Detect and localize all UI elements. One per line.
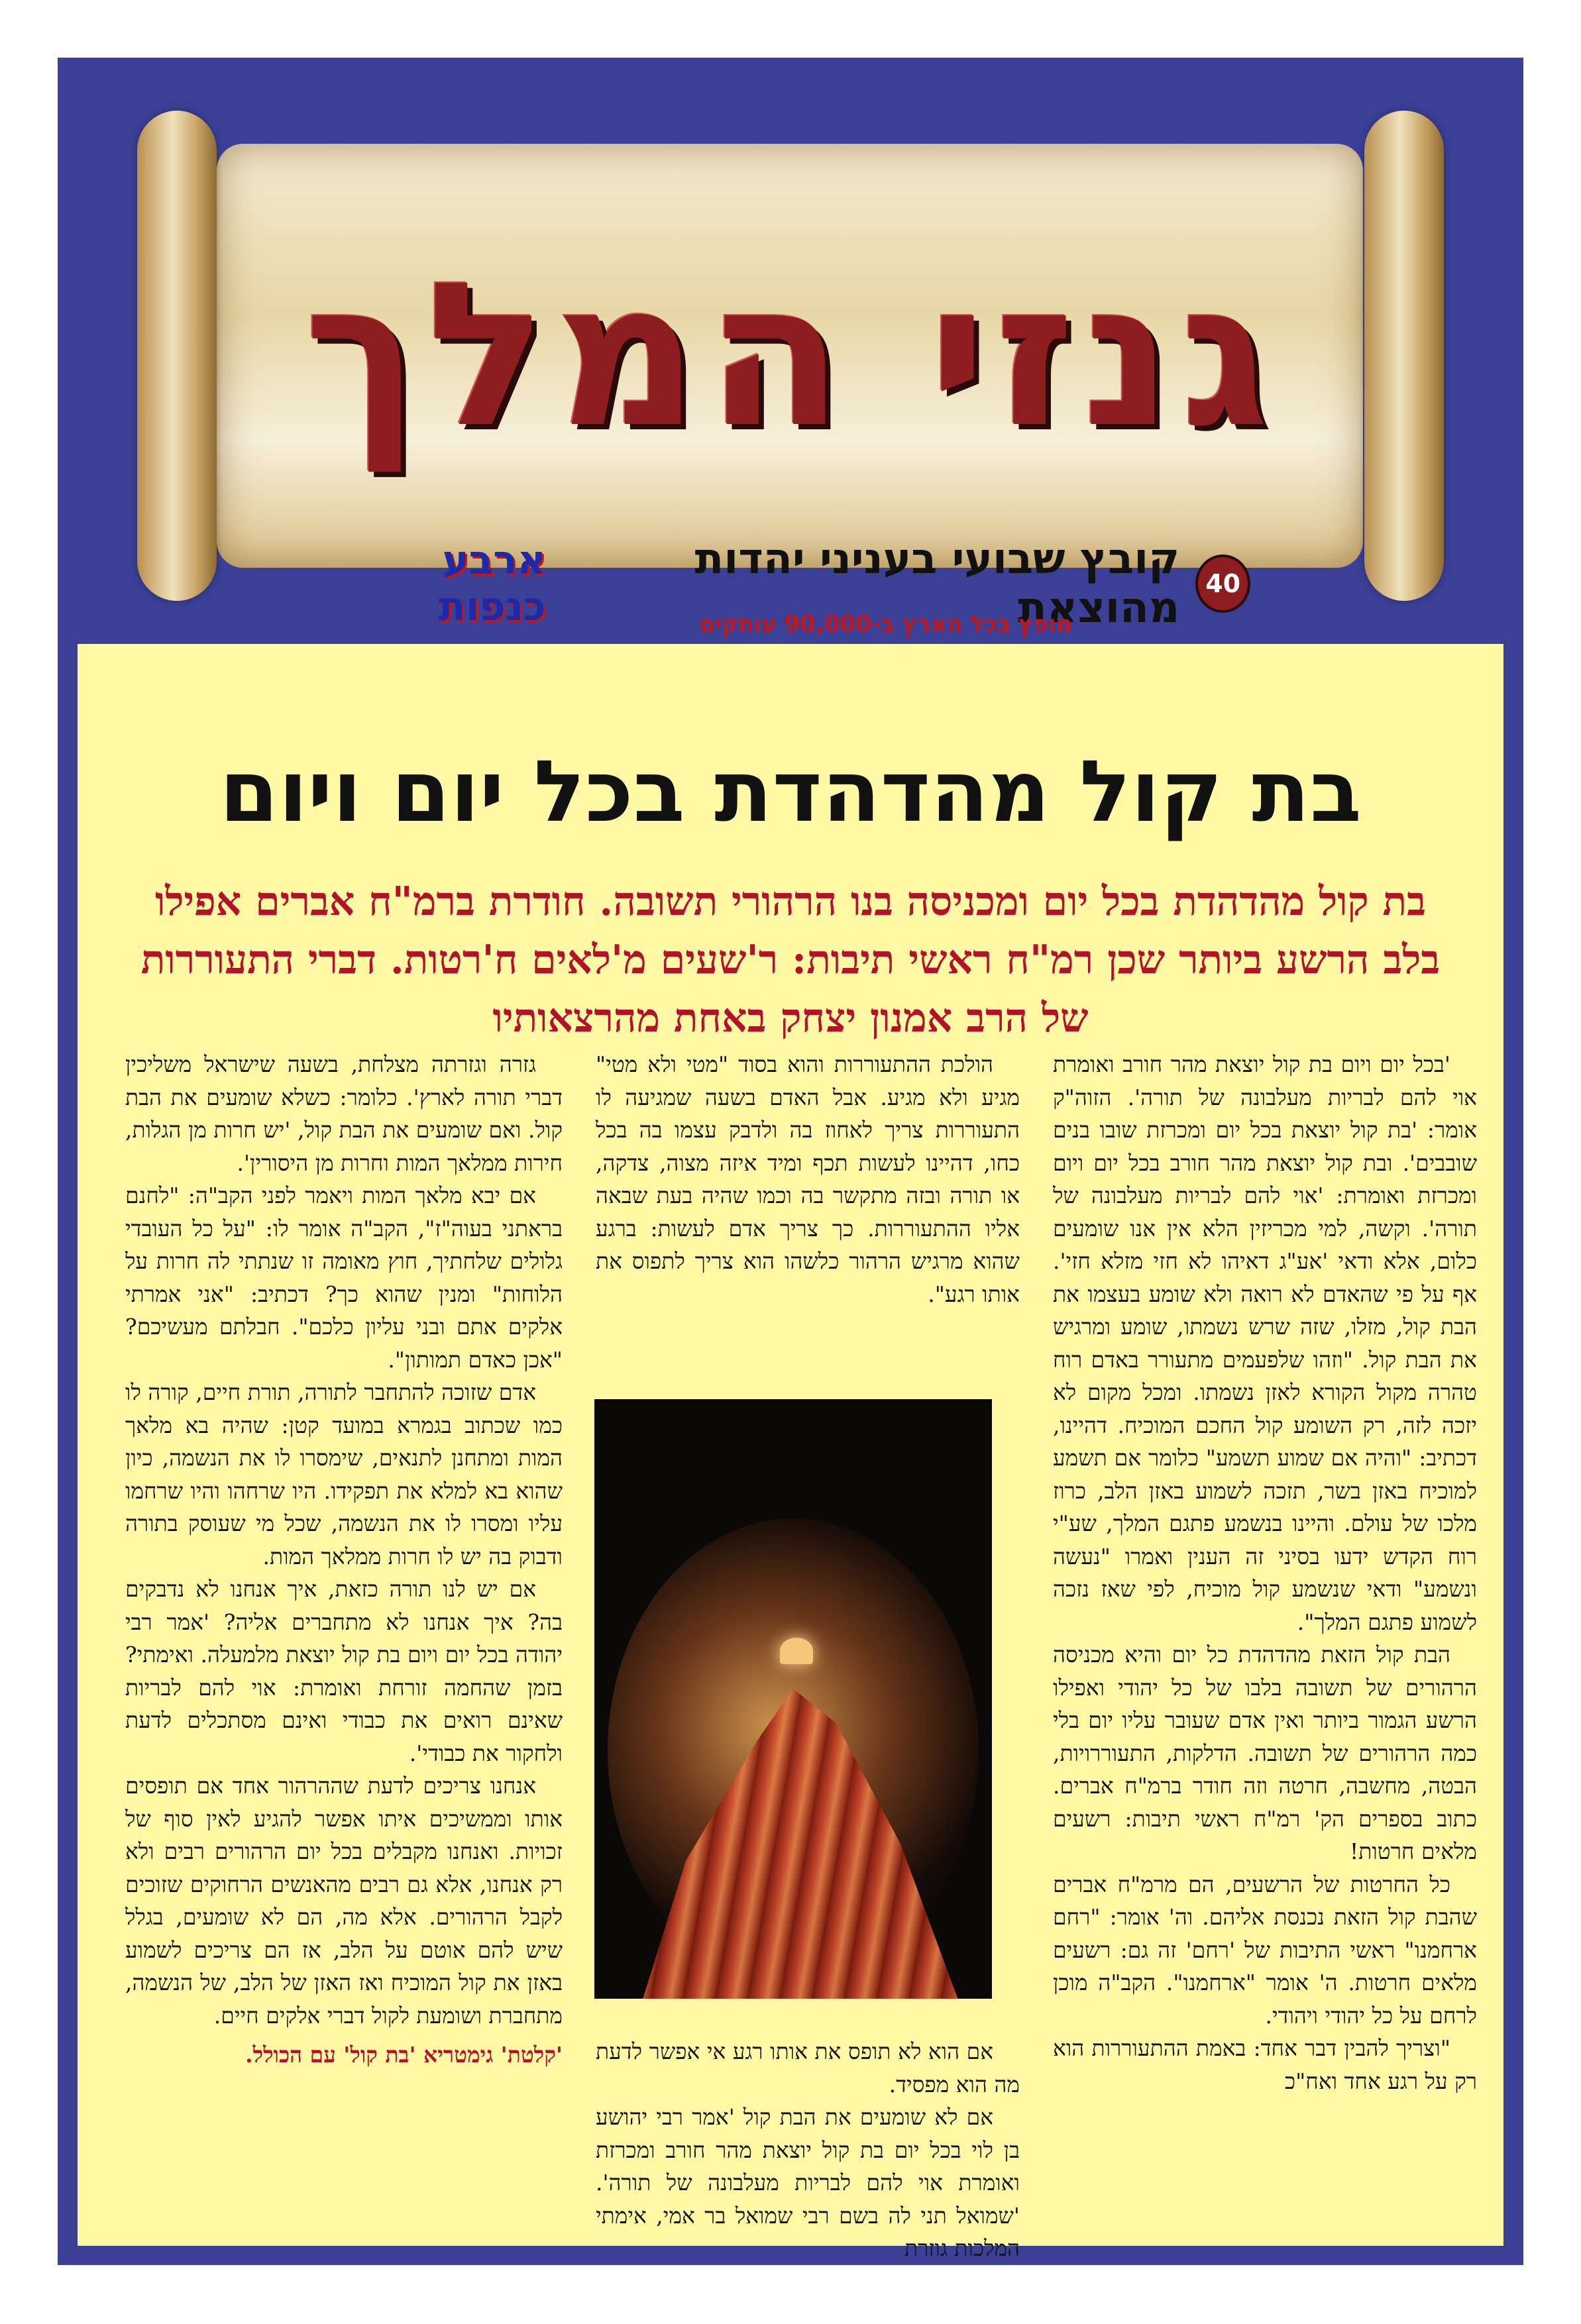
paragraph: הבת קול הזאת מהדהדת כל יום והיא מכניסה הרהורים של תשובה בלבו של כל יהודי ואפילו הרשע הגמור ביותר ואין אדם שעובר עליו יום בלי כמה הרהורים של תשובה. הדלקות, התעוררויות, הבטה, מחשבה, חרטה וזה חודר ברמ"ח אברים. כתוב בספרים הק' רמ"ח ראשי תיבות: רשעים מלאים חרטות!	[1053, 1642, 1477, 1864]
column-middle-top	[596, 1048, 1020, 1419]
photo-crown	[780, 1638, 813, 1664]
masthead-scroll	[124, 97, 1457, 637]
column-right	[1053, 1048, 1477, 2221]
paragraph: אם הוא לא תופס את אותו רגע אי אפשר לדעת מה הוא מפסיד.	[596, 2038, 1020, 2097]
paragraph: הולכת ההתעוררות והוא בסוד "מטי ולא מטי" מגיע ולא מגיע. אבל האדם בשעה שמגיעה לו התעוררות צריך לאחוז בה ולדבק עצמו בה בכל כחו, דהיינו לעשות תכף ומיד איזה מצוה, צדקה, או תורה ובזה מתקשר בה וכמו שהיה בעת שבאה אליו ההתעוררות. כך צריך אדם לעשות: ברגע שהוא מרגיש הרהור כלשהו הוא צריך לתפוס את אותו רגע".	[596, 1051, 1020, 1307]
article-photo	[594, 1399, 992, 1999]
masthead-subtitle: קובץ שבועי בעניני יהדות מהוצאת	[694, 535, 1180, 633]
publisher-logo: ארבע כנפות	[438, 537, 546, 630]
article-headline: בת קול מהדהדת בכל יום ויום	[219, 743, 1362, 841]
masthead-title: גנזי המלך	[303, 240, 1278, 471]
issue-number-badge: 40	[1195, 555, 1250, 613]
column-middle-bottom	[596, 2035, 1020, 2261]
article-panel	[78, 644, 1503, 2261]
paragraph: אם לא שומעים את הבת קול 'אמר רבי יהושע בן לוי בכל יום בת קול יוצאת מהר חורב ומכרזת ואומרת אוי להם לבריות מעלבונה של תורה'. 'שמואל תני לה בשם רבי שמואל בר אמי, אימתי המלכות גוזרת	[596, 2104, 1020, 2261]
paragraph: אדם שזוכה להתחבר לתורה, תורת חיים, קורה לו כמו שכתוב בגמרא במועד קטן: שהיה בא מלאך המות ומתחנן לתנאים, שימסרו לו את הנשמה, כיון שהוא בא למלא את תפקידו. היו שרחהו והיו שרחמו עליו ומסרו לו את הנשמה, שכל מי שעוסק בתורה ודבוק בה יש לו חרות ממלאך המות.	[125, 1379, 563, 1569]
paragraph: גזרה וגזרתה מצלחת, בשעה שישראל משליכין דברי תורה לארץ'. כלומר: כשלא שומעים את הבת קול. ואם שומעים את הבת קול, 'יש חרות מן הגלות, חירות ממלאך המות וחרות מן היסורין'.	[125, 1051, 563, 1176]
paragraph: "וצריך להבין דבר אחד: באמת ההתעוררות הוא רק על רגע אחד ואח"כ	[1053, 2035, 1477, 2094]
article-credit: 'קלטת' גימטריא 'בת קול' עם הכולל.	[245, 2042, 563, 2068]
article-lede: בת קול מהדהדת בכל יום ומכניסה בנו הרהורי תשובה. חודרת ברמ"ח אברים אפילו בלב הרשע ביותר שכן רמ"ח ראשי תיבות: ר'שעים מ'לאים ח'רטות. דברי התעוררות של הרב אמנון יצחק באחת מהרצאותיו	[140, 878, 1441, 1041]
paragraph: אנחנו צריכים לדעת שההרהור אחד אם תופסים אותו וממשיכים איתו אפשר להגיע לאין סוף של זכויות. ואנחנו מקבלים בכל יום הרהורים רבים ולא רק אנחנו, אלא גם רבים מהאנשים הרחוקים שזוכים לקבל הרהורים. אלא מה, הם לא שומעים, בגלל שיש להם אוטם על הלב, אז הם צריכים לשמוע באזן את קול המוכיח ואז האזן של הלב, של הנשמה, מתחברת ושומעת לקול דברי אלקים חיים.	[125, 1773, 563, 2029]
paragraph: אם יש לנו תורה כזאת, איך אנחנו לא נדבקים בה? איך אנחנו לא מתחברים אליה? 'אמר רבי יהודה בכל יום ויום בת קול יוצאת מלמעלה. ואימתי? בזמן שהחמה זורחת ואומרת: אוי להם לבריות שאינם רואים את כבודי ואינם מסתכלים לדעת ולחקור את כבודי'.	[125, 1576, 563, 1766]
paragraph: אם יבא מלאך המות ויאמר לפני הקב"ה: "לחנם בראתני בעוה"ז", הקב"ה אומר לו: "על כל העובדי גלולים שלחתיך, חוץ מאומה זו שנתתי לה חרות על הלוחות" ומנין שהוא כך? דכתיב: "אני אמרתי אלקים אתם ובני עליון כלכם". חבלתם מעשיכם? "אכן כאדם תמותון".	[125, 1183, 563, 1373]
paragraph: כל החרטות של הרשעים, הם מרמ"ח אברים שהבת קול הזאת נכנסת אליהם. וה' אומר: "רחם ארחמנו" ראשי התיבות של 'רחם' זה גם: רשעים מלאים חרטות. ה' אומר "ארחמנו". הקב"ה מוכן לרחם על כל יהודי ויהודי.	[1053, 1871, 1477, 2029]
column-left	[125, 1048, 563, 2221]
circulation-line: מופץ בכל הארץ ב-90,000 עותקים	[699, 611, 1073, 637]
paragraph: 'בכל יום ויום בת קול יוצאת מהר חורב ואומרת אוי להם לבריות מעלבונה של תורה'. הזוה"ק אומר: 'בת קול יוצאת בכל יום ומכרזת שובו בנים שובבים'. ובת קול יוצאת מהר חורב בכל יום ויום ומכרזת ואומרת: 'אוי להם לבריות מעלבונה של תורה'. וקשה, למי מכריזין הלא אין אנו שומעים כלום, אלא ודאי 'אע"ג דאיהו לא חזי מזלא חזי'. אף על פי שהאדם לא רואה ולא שומע בעצמו את הבת קול, מזלו, שזה שרש נשמתו, שומע ומרגיש את הבת קול. "וזהו שלפעמים מתעורר באדם רוח טהרה מקול הקורא לאזן נשמתו. ומכל מקום לא יזכה לזה, רק השומע קול החכם המוכיח. דהיינו, דכתיב: "והיה אם שמוע תשמע" כלומר אם תשמע למוכיח באזן בשר, תזכה לשמוע באזן הלב, כרוז מלכו של עולם. והיינו בנשמע פתגם המלך, שע"י רוח הקדש ידעו בסיני זה הענין ואמרו "נעשה ונשמע" ודאי שנשמע קול מוכיח, לפי שאז נזכה לשמוע פתגם המלך".	[1053, 1051, 1477, 1635]
page-frame	[58, 58, 1523, 2265]
